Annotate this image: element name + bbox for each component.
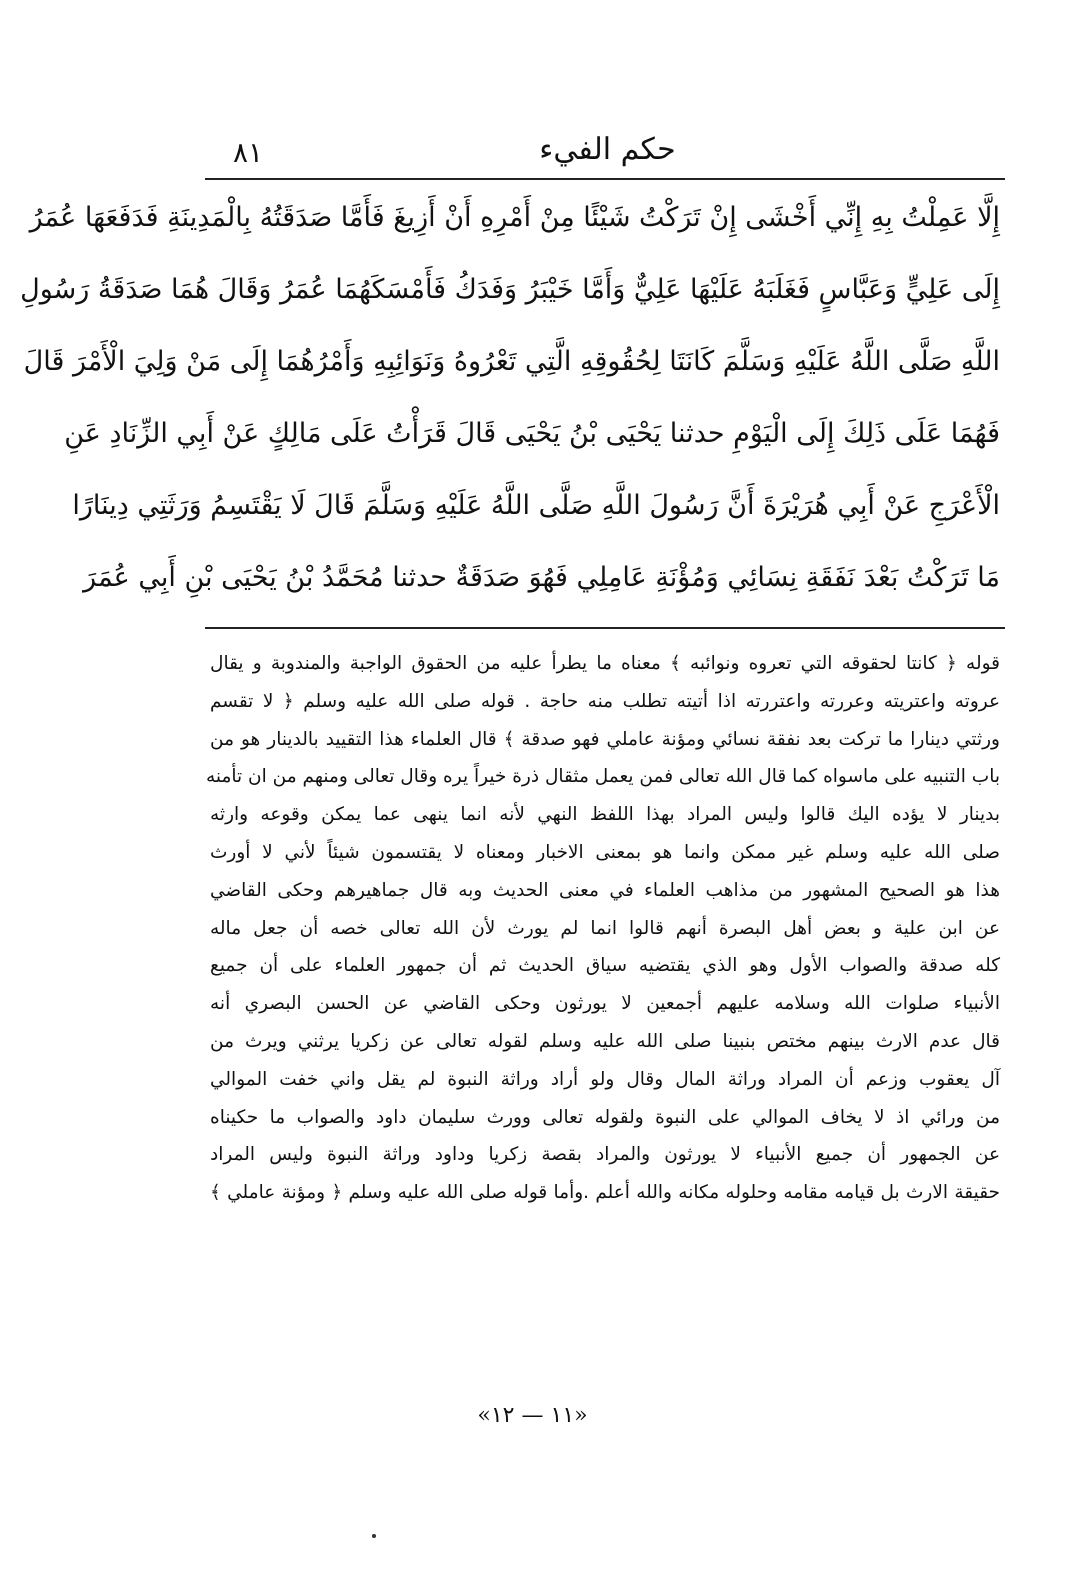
signature-mark: «١١ — ١٢»: [477, 1403, 588, 1428]
commentary-line: حقيقة الارث بل قيامه مقامه وحلوله مكانه والله أعلم .وأما قوله صلى الله عليه وسلم ﴿ ومؤنة عاملي ﴾: [210, 1182, 1000, 1204]
hadith-line: إِلَّا عَمِلْتُ بِهِ إِنِّي أَخْشَى إِنْ تَرَكْتُ شَيْئًا مِنْ أَمْرِهِ أَنْ أَزِيغَ فَأَمَّا صَدَقَتُهُ بِالْمَدِينَةِ فَدَفَعَهَا عُمَرُ: [29, 202, 1000, 233]
running-title: حكم الفيء: [539, 132, 676, 167]
section-divider: [205, 627, 1005, 629]
commentary-line: قوله ﴿ كانتا لحقوقه التي تعروه ونوائبه ﴾ معناه ما يطرأ عليه من الحقوق الواجبة والمندوبة و يقال: [210, 653, 1000, 674]
commentary-line: كله صدقة والصواب الأول وهو الذي يقتضيه سياق الحديث ثم أن جمهور العلماء على أن جميع: [210, 955, 1000, 977]
hadith-line: الْأَعْرَجِ عَنْ أَبِي هُرَيْرَةَ أَنَّ رَسُولَ اللَّهِ صَلَّى اللَّهُ عَلَيْهِ وَسَلَّمَ قَالَ لَا يَقْتَسِمُ وَرَثَتِي دِينَارًا: [72, 490, 1000, 521]
commentary-text: [205, 645, 1000, 1212]
commentary-line: ورثتي دينارا ما تركت بعد نفقة نسائي ومؤنة عاملي فهو صدقة ﴾ قال العلماء هذا التقييد بالدينار هو من: [210, 728, 1000, 750]
commentary-line: باب التنبيه على ماسواه كما قال الله تعالى فمن يعمل مثقال ذرة خيراً يره وقال تعالى ومنهم من ان تأمنه: [205, 766, 1000, 788]
commentary-line: من ورائي اذ لا يخاف الموالي على النبوة ولقوله تعالى وورث سليمان داود والصواب ما حكيناه: [210, 1106, 1000, 1128]
page-header: [215, 130, 1000, 172]
commentary-line: صلى الله عليه وسلم غير ممكن وانما هو بمعنى الاخبار ومعناه لا يقتسمون شيئاً لأني لا أورث: [210, 841, 1000, 863]
commentary-line: بدينار لا يؤده اليك قالوا وليس المراد بهذا اللفظ النهي لأنه انما ينهى عما يمكن وقوعه وارثه: [210, 804, 1000, 826]
commentary-line: عروته واعتريته وعررته واعتررته اذا أتيته تطلب منه حاجة . قوله صلى الله عليه وسلم ﴿ لا تقسم: [210, 690, 1000, 712]
hadith-line: فَهُمَا عَلَى ذَلِكَ إِلَى الْيَوْمِ حدثنا يَحْيَى بْنُ يَحْيَى قَالَ قَرَأْتُ عَلَى مَالِكٍ عَنْ أَبِي الزِّنَادِ عَنِ: [64, 418, 1000, 449]
page-number: ٨١: [233, 136, 264, 169]
commentary-line: الأنبياء صلوات الله وسلامه عليهم أجمعين لا يورثون وحكى القاضي عن الحسن البصري أنه: [210, 993, 1000, 1015]
page-speck: [372, 1534, 376, 1538]
commentary-line: هذا هو الصحيح المشهور من مذاهب العلماء في معنى الحديث وبه قال جماهيرهم وحكى القاضي: [210, 879, 1000, 901]
hadith-line: إِلَى عَلِيٍّ وَعَبَّاسٍ فَغَلَبَهُ عَلَيْهَا عَلِيٌّ وَأَمَّا خَيْبَرُ وَفَدَكُ فَأَمْسَكَهُمَا عُمَرُ وَقَالَ هُمَا صَدَقَةُ رَسُولِ: [20, 274, 1000, 305]
commentary-line: عن ابن علية و بعض أهل البصرة أنهم قالوا انما لم يورث لأن الله تعالى خصه أن جعل ماله: [210, 917, 1000, 939]
commentary-line: عن الجمهور أن جميع الأنبياء لا يورثون والمراد بقصة زكريا وداود وراثة النبوة وليس المراد: [210, 1144, 1000, 1166]
header-rule: [205, 178, 1005, 180]
commentary-line: قال عدم الارث بينهم مختص بنبينا صلى الله عليه وسلم لقوله تعالى عن زكريا يرثني ويرث من: [210, 1030, 1000, 1052]
hadith-line: اللَّهِ صَلَّى اللَّهُ عَلَيْهِ وَسَلَّمَ كَانَتَا لِحُقُوقِهِ الَّتِي تَعْرُوهُ وَنَوَائِبِهِ وَأَمْرُهُمَا إِلَى مَنْ وَلِيَ الْأَمْرَ قَالَ: [23, 346, 1000, 377]
hadith-text: [20, 182, 1000, 614]
hadith-line: مَا تَرَكْتُ بَعْدَ نَفَقَةِ نِسَائِي وَمُؤْنَةِ عَامِلِي فَهُوَ صَدَقَةٌ حدثنا مُحَمَّدُ بْنُ يَحْيَى بْنِ أَبِي عُمَرَ: [83, 562, 1000, 593]
commentary-line: آل يعقوب وزعم أن المراد وراثة المال وقال ولو أراد وراثة النبوة لم يقل واني خفت الموالي: [210, 1068, 1000, 1090]
